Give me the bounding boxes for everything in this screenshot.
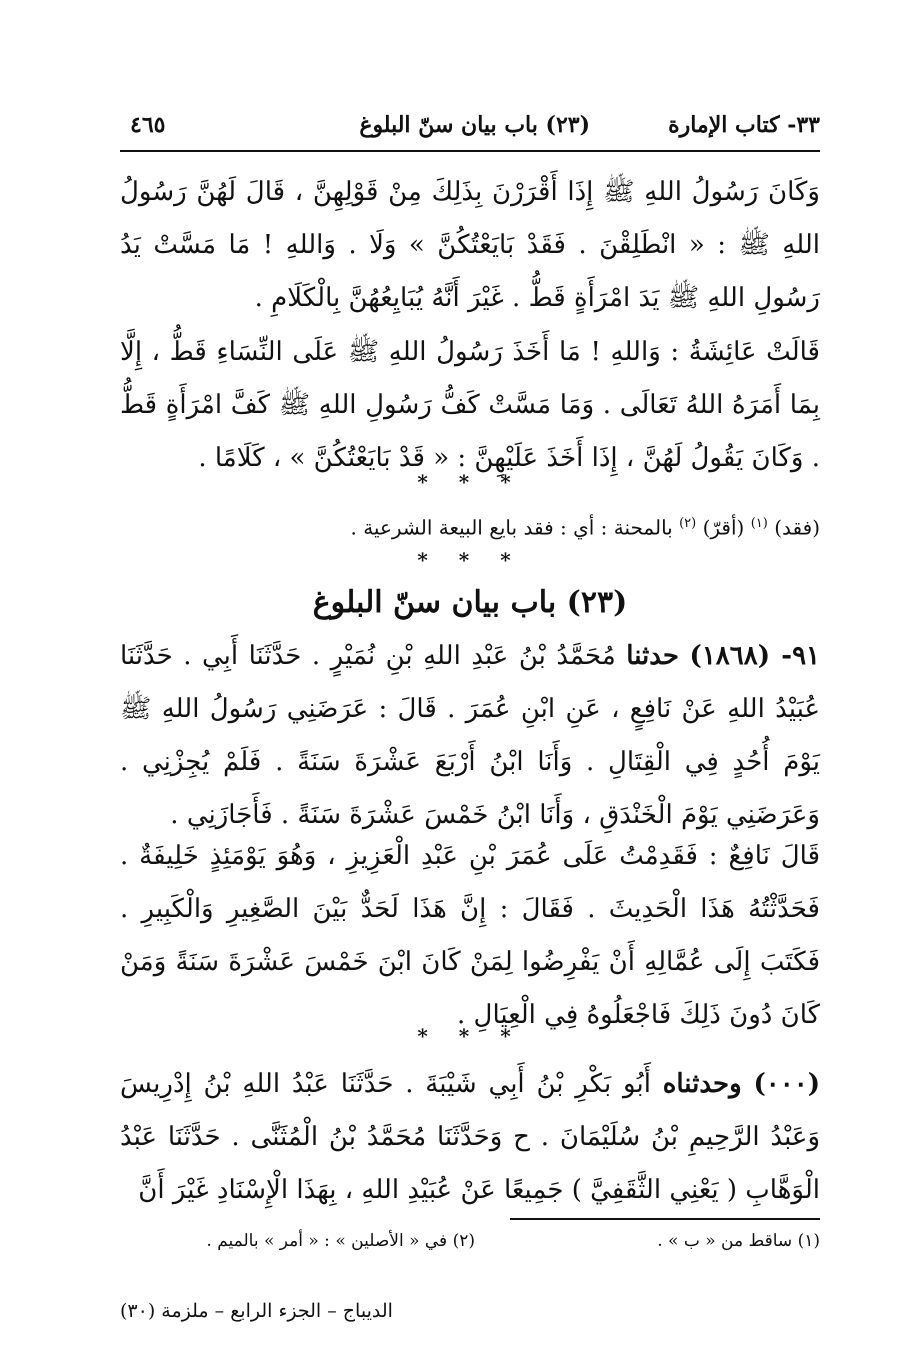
footnote-1: (١) ساقط من « ب » . [657,1231,820,1251]
chapter-heading: (٢٣) باب بيان سنّ البلوغ [312,585,628,620]
hadith-2 [120,1058,820,1217]
hadith-text: أَبُو بَكْرِ بْنُ أَبِي شَيْبَةَ . حَدَّثَنَا عَبْدُ اللهِ بْنُ إِدْرِيسَ وَعَبْدُ الرَّحِيمِ بْنُ سُلَيْمَانَ . ح وَحَدَّثَنَا مُحَمَّدُ بْنُ الْمُثَنَّى . حَدَّثَنَا عَبْدُ الْوَهَّابِ ( يَعْنِي الثَّقَفِيَّ ) جَمِيعًا عَنْ عُبَيْدِ اللهِ ، بِهَذَا الْإِسْنَادِ غَيْرَ أَنَّ [120,1069,820,1205]
hadith-lead: حدثنا [626,641,679,671]
page-number: ٤٦٥ [130,112,166,138]
footnote-divider [510,1218,820,1220]
hadith-1 [120,630,820,842]
hadith-1-continuation: قَالَ نَافِعٌ : فَقَدِمْتُ عَلَى عُمَرَ بْنِ عَبْدِ الْعَزِيزِ ، وَهُوَ يَوْمَئِذٍ خَلِيفَةٌ . فَحَدَّثْتُهُ هَذَا الْحَدِيثَ . فَقَالَ : إِنَّ هَذَا لَحَدٌّ بَيْنَ الصَّغِيرِ وَالْكَبِيرِ . فَكَتَبَ إِلَى عُمَّالِهِ أَنْ يَفْرِضُوا لِمَنْ كَانَ ابْنَ خَمْسَ عَشْرَةَ سَنَةً وَمَنْ كَانَ دُونَ ذَلِكَ فَاجْعَلُوهُ فِي الْعِيَالِ . [120,841,820,1030]
gloss-text: بالمحنة : أي : فقد بايع البيعة الشرعية . [350,515,673,540]
footnote-2: (٢) في « الأصلين » : « أمر » بالميم . [206,1231,475,1251]
printer-signature [120,1300,820,1322]
paragraph-2: قَالَتْ عَائِشَةُ : وَاللهِ ! مَا أَخَذَ رَسُولُ اللهِ ﷺ عَلَى النِّسَاءِ قَطُّ ، إِلَّا بِمَا أَمَرَهُ اللهُ تَعَالَى . وَمَا مَسَّتْ كَفُّ رَسُولِ اللهِ ﷺ كَفَّ امْرَأَةٍ قَطُّ . وَكَانَ يَقُولُ لَهُنَّ ، إِذَا أَخَذَ عَلَيْهِنَّ : « قَدْ بَايَعْتُكُنَّ » ، كَلَامًا . [120,337,820,473]
gloss-note [120,506,820,546]
header-chapter-title: ٣٣- كتاب الإمارة [668,112,820,138]
section-separator: * * * [417,1024,523,1048]
section-separator: * * * [417,470,523,494]
section-separator: * * * [417,548,523,572]
signature-text: الديباج – الجزء الرابع – ملزمة (٣٠) [120,1300,393,1322]
paragraph-1: وَكَانَ رَسُولُ اللهِ ﷺ إِذَا أَقْرَرْنَ بِذَلِكَ مِنْ قَوْلِهِنَّ ، قَالَ لَهُنَّ رَسُولُ اللهِ ﷺ : « انْطَلِقْنَ . فَقَدْ بَايَعْتُكُنَّ » وَلَا . وَاللهِ ! مَا مَسَّتْ يَدُ رَسُولِ اللهِ ﷺ يَدَ امْرَأَةٍ قَطُّ . غَيْرَ أَنَّهُ يُبَايِعُهُنَّ بِالْكَلَامِ . [120,177,820,313]
header-section-title: (٢٣) باب بيان سنّ البلوغ [359,112,590,138]
footnote-ref-1: (١) [750,516,768,531]
gloss-word-2: (أقرّ) [702,515,745,540]
footnote-ref-2: (٢) [679,516,697,531]
running-header [120,108,820,152]
gloss-word-1: (فقد) [774,515,820,540]
hadith-number: (٠٠٠) [753,1069,821,1099]
hadith-lead: وحدثناه [662,1069,742,1099]
hadith-number: ٩١- (١٨٦٨) [689,641,821,671]
hadith-text: مُحَمَّدُ بْنُ عَبْدِ اللهِ بْنِ نُمَيْرٍ . حَدَّثَنَا أَبِي . حَدَّثَنَا عُبَيْدُ اللهِ عَنْ نَافِعٍ ، عَنِ ابْنِ عُمَرَ . قَالَ : عَرَضَنِي رَسُولُ اللهِ ﷺ يَوْمَ أُحُدٍ فِي الْقِتَالِ . وَأَنَا ابْنُ أَرْبَعَ عَشْرَةَ سَنَةً . فَلَمْ يُجِزْنِي . وَعَرَضَنِي يَوْمَ الْخَنْدَقِ ، وَأَنَا ابْنُ خَمْسَ عَشْرَةَ سَنَةً . فَأَجَازَنِي . [120,641,820,830]
